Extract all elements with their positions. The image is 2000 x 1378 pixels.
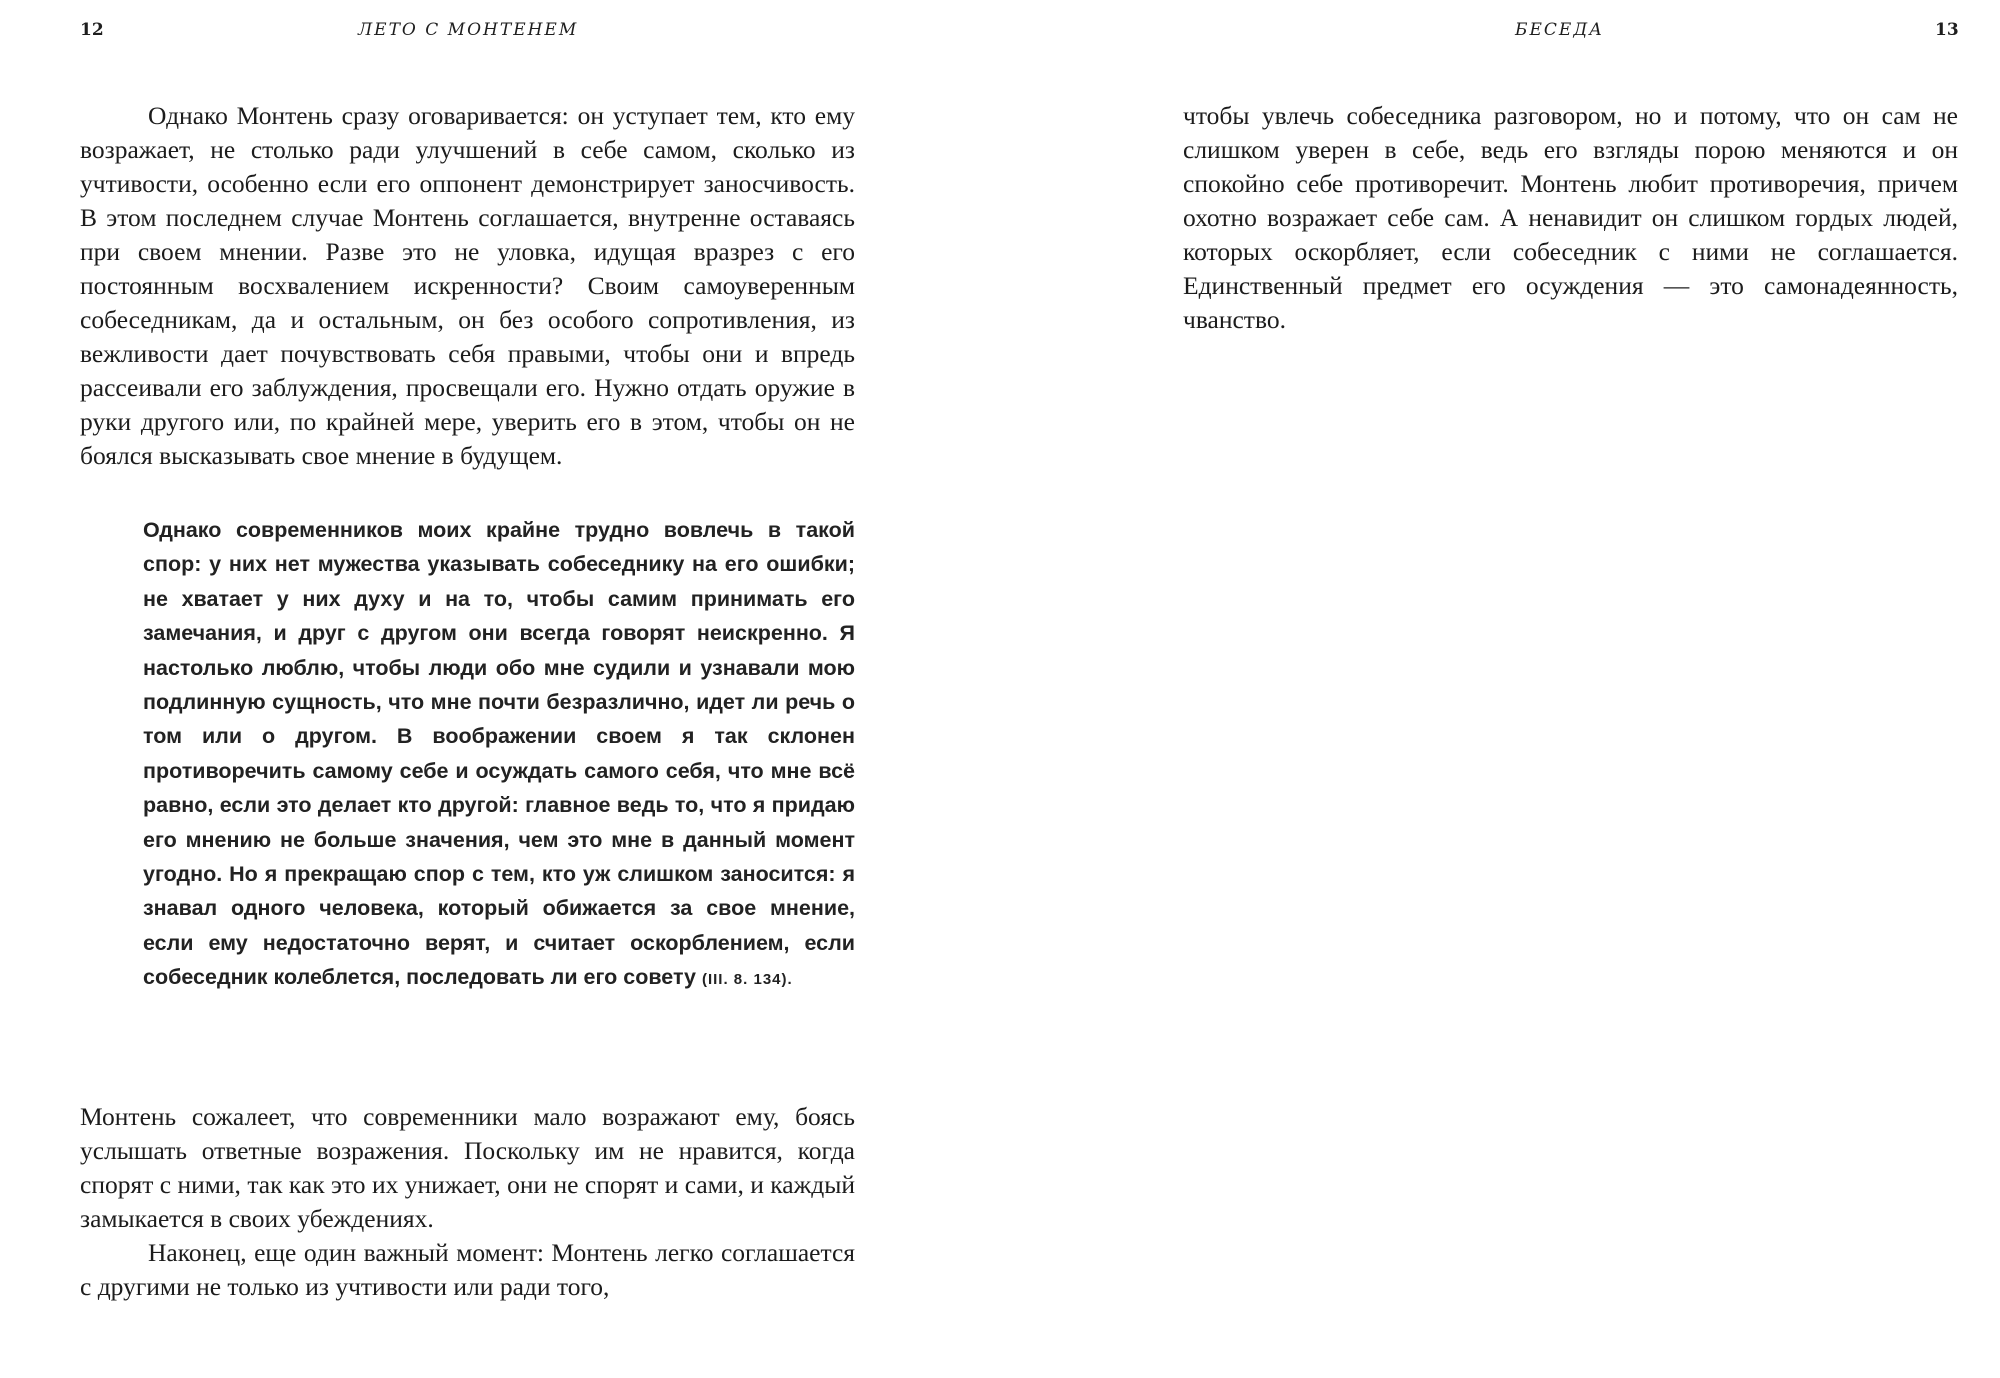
page-number-right: 13: [1935, 20, 1959, 40]
running-head-right: БЕСЕДА: [1515, 20, 1605, 40]
right-paragraph-1: чтобы увлечь собеседника разговором, но и потому, что он сам не слишком уверен в себе, ведь его взгляды порою меняются и он спокойно себе противоречит. Монтень любит противоречия, причем охотно возражает себе сам. А ненавидит он слишком гордых людей, которых оскорбляет, если собеседник с ними не соглашается. Единственный предмет его осуждения — это самонадеянность, чванство.: [1183, 101, 1958, 334]
montaigne-quote: [143, 513, 855, 998]
quote-text: Однако современников моих крайне трудно вовлечь в такой спор: у них нет мужества указывать собеседнику на его ошибки; не хватает у них духу и на то, чтобы самим принимать его замечания, и друг с другом они всегда говорят неискренно. Я настолько люблю, чтобы люди обо мне судили и узнавали мою подлинную сущность, что мне почти безразлично, идет ли речь о том или о другом. В воображении своем я так склонен противоречить самому себе и осуждать самого себя, что мне всё равно, если это делает кто другой: главное ведь то, что я придаю его мнению не больше значения, чем это мне в данный момент угодно. Но я прекращаю спор с тем, кто уж слишком заносится: я знавал одного человека, который обижается за свое мнение, если ему недостаточно верят, и считает оскорблением, если собеседник колеблется, последовать ли его совету: [143, 518, 855, 990]
quote-reference: (III. 8. 134).: [701, 971, 793, 989]
left-body-bottom: [80, 1100, 855, 1304]
left-body-top: [80, 99, 855, 473]
page-number-left: 12: [80, 20, 104, 40]
running-head-left: ЛЕТО С МОНТЕНЕМ: [358, 20, 579, 40]
left-paragraph-3: Наконец, еще один важный момент: Монтень легко соглашается с другими не только из учтивости или ради того,: [80, 1238, 855, 1301]
right-page: [1000, 0, 2000, 1378]
left-paragraph-2: Монтень сожалеет, что современники мало возражают ему, боясь услышать ответные возражения. Поскольку им не нравится, когда спорят с ними, так как это их унижает, они не спорят и сами, и каждый замыкается в своих убеждениях.: [80, 1102, 855, 1233]
right-body: [1183, 99, 1958, 337]
left-paragraph-1: Однако Монтень сразу оговаривается: он уступает тем, кто ему возражает, не столько ради улучшений в себе самом, сколько из учтивости, особенно если его оппонент демонстрирует заносчивость. В этом последнем случае Монтень соглашается, внутренне оставаясь при своем мнении. Разве это не уловка, идущая вразрез с его постоянным восхвалением искренности? Своим самоуверенным собеседникам, да и остальным, он без особого сопротивления, из вежливости дает почувствовать себя правыми, чтобы они и впредь рассеивали его заблуждения, просвещали его. Нужно отдать оружие в руки другого или, по крайней мере, уверить его в этом, чтобы он не боялся высказывать свое мнение в будущем.: [80, 101, 855, 470]
